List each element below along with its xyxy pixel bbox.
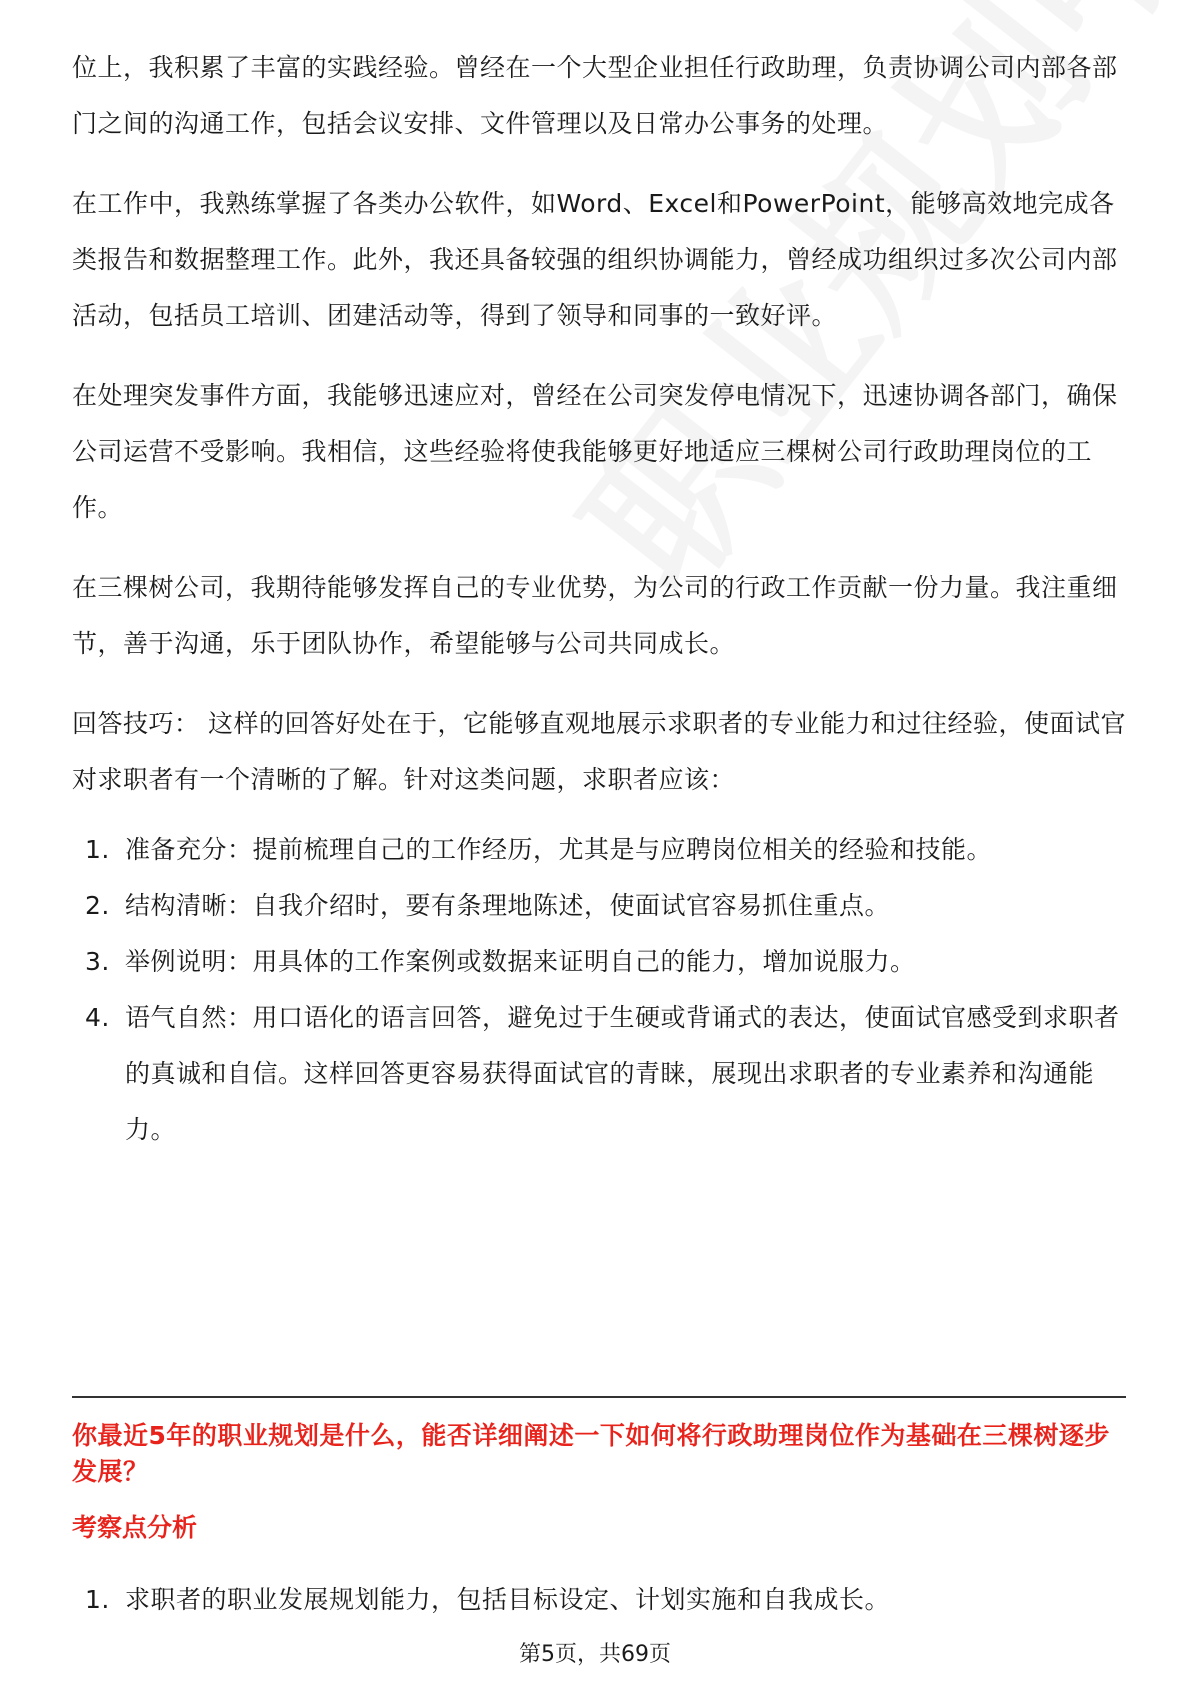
page-body xyxy=(72,40,1126,1158)
list-number: 1. xyxy=(85,1585,110,1614)
list-number: 4. xyxy=(85,1003,110,1032)
page-number: 第5页，共69页 xyxy=(519,1642,671,1667)
list-number: 2. xyxy=(85,891,110,920)
paragraph-answer-tips: 回答技巧： 这样的回答好处在于，它能够直观地展示求职者的专业能力和过往经验，使面试官对求职者有一个清晰的了解。针对这类问题，求职者应该： xyxy=(72,709,1126,794)
list-item xyxy=(72,990,1126,1158)
analysis-heading: 考察点分析 xyxy=(72,1513,198,1542)
paragraph-expectation: 在三棵树公司，我期待能够发挥自己的专业优势，为公司的行政工作贡献一份力量。我注重细节，善于沟通，乐于团队协作，希望能够与公司共同成长。 xyxy=(72,573,1118,658)
list-item-text: 举例说明：用具体的工作案例或数据来证明自己的能力，增加说服力。 xyxy=(125,947,916,976)
list-number: 3. xyxy=(85,947,110,976)
list-item xyxy=(72,878,1126,934)
list-item-text: 结构清晰：自我介绍时，要有条理地陈述，使面试官容易抓住重点。 xyxy=(125,891,891,920)
interview-question: 你最近5年的职业规划是什么，能否详细阐述一下如何将行政助理岗位作为基础在三棵树逐步发展？ xyxy=(72,1421,1110,1486)
list-item-text: 准备充分：提前梳理自己的工作经历，尤其是与应聘岗位相关的经验和技能。 xyxy=(125,835,993,864)
analysis-list xyxy=(72,1572,1126,1628)
list-item-text: 求职者的职业发展规划能力，包括目标设定、计划实施和自我成长。 xyxy=(125,1585,891,1614)
tips-list xyxy=(72,822,1126,1158)
paragraph-emergency: 在处理突发事件方面，我能够迅速应对，曾经在公司突发停电情况下，迅速协调各部门，确保公司运营不受影响。我相信，这些经验将使我能够更好地适应三棵树公司行政助理岗位的工作。 xyxy=(72,381,1118,522)
list-number: 1. xyxy=(85,835,110,864)
paragraph-experience: 位上，我积累了丰富的实践经验。曾经在一个大型企业担任行政助理，负责协调公司内部各部门之间的沟通工作，包括会议安排、文件管理以及日常办公事务的处理。 xyxy=(72,53,1118,138)
section-divider xyxy=(72,1396,1126,1398)
list-item xyxy=(72,1572,1126,1628)
list-item-text: 语气自然：用口语化的语言回答，避免过于生硬或背诵式的表达，使面试官感受到求职者的真诚和自信。这样回答更容易获得面试官的青睐，展现出求职者的专业素养和沟通能力。 xyxy=(125,1003,1120,1144)
list-item xyxy=(72,934,1126,990)
list-item xyxy=(72,822,1126,878)
paragraph-skills: 在工作中，我熟练掌握了各类办公软件，如Word、Excel和PowerPoint，能够高效地完成各类报告和数据整理工作。此外，我还具备较强的组织协调能力，曾经成功组织过多次公司内部活动，包括员工培训、团建活动等，得到了领导和同事的一致好评。 xyxy=(72,189,1118,330)
